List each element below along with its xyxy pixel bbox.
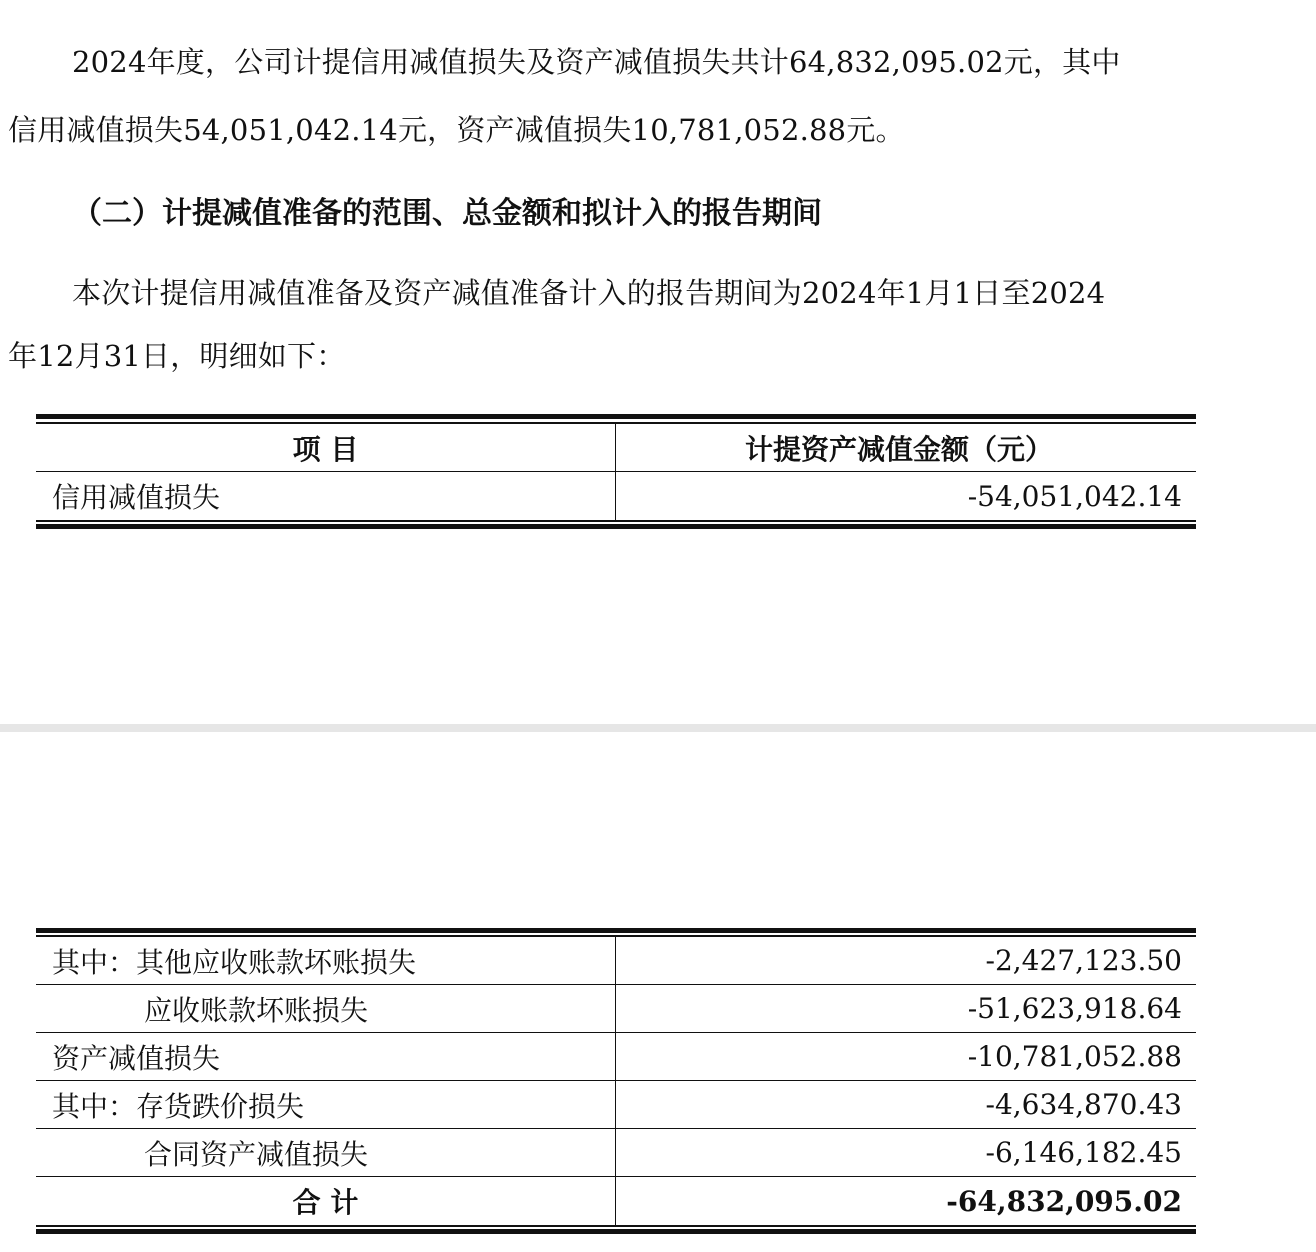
section-heading: （二）计提减值准备的范围、总金额和拟计入的报告期间: [72, 196, 822, 231]
table-row: [36, 937, 1196, 985]
row-amount: -4,634,870.43: [985, 1088, 1182, 1121]
table-row: [36, 472, 1196, 520]
row-item: 其中：存货跌价损失: [36, 1081, 616, 1128]
paragraph2-line1: 本次计提信用减值准备及资产减值准备计入的报告期间为2024年1月1日至2024: [72, 276, 1106, 310]
row-amount: -6,146,182.45: [985, 1136, 1182, 1169]
table-bottom-rule: [36, 524, 1196, 529]
row-item: 其中：其他应收账款坏账损失: [36, 937, 616, 984]
paragraph1-line1: 2024年度，公司计提信用减值损失及资产减值损失共计64,832,095.02元，其中: [72, 45, 1121, 79]
table-header-row: [36, 424, 1196, 472]
impairment-table-part2: [36, 928, 1196, 1234]
impairment-table-part1: [36, 414, 1196, 529]
row-item: 资产减值损失: [36, 1033, 616, 1080]
paragraph2-line2: 年12月31日，明细如下：: [8, 339, 346, 373]
total-label: 合 计: [36, 1177, 616, 1225]
table-row: [36, 1081, 1196, 1129]
table-total-row: [36, 1177, 1196, 1225]
row-amount: -51,623,918.64: [967, 992, 1182, 1025]
header-amount: 计提资产减值金额（元）: [744, 432, 1053, 466]
table-bottom-rule: [36, 1229, 1196, 1234]
paragraph1-line2: 信用减值损失54,051,042.14元，资产减值损失10,781,052.88元。: [8, 113, 905, 147]
row-item: 信用减值损失: [36, 472, 616, 520]
row-amount: -2,427,123.50: [985, 944, 1182, 977]
row-amount: -54,051,042.14: [967, 479, 1182, 513]
table-row: [36, 1033, 1196, 1081]
row-amount: -10,781,052.88: [967, 1040, 1182, 1073]
row-item: 合同资产减值损失: [36, 1129, 616, 1176]
table-row: [36, 1129, 1196, 1177]
total-amount: -64,832,095.02: [946, 1184, 1182, 1218]
table-row: [36, 985, 1196, 1033]
row-item: 应收账款坏账损失: [36, 985, 616, 1032]
page-separator: [0, 724, 1316, 732]
header-item: 项 目: [36, 424, 616, 471]
